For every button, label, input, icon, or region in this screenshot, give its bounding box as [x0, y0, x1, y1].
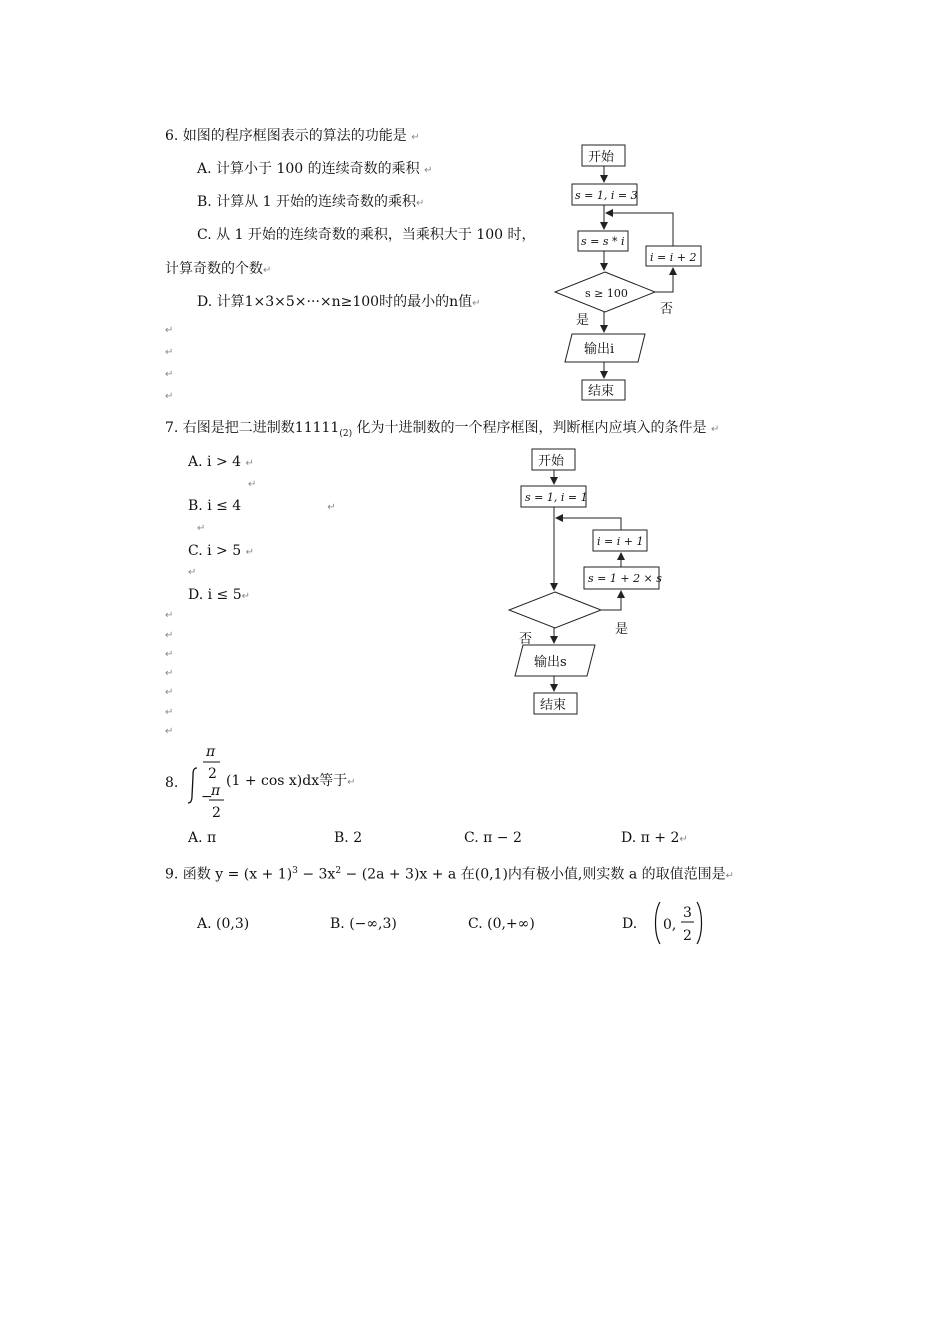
paragraph-mark: ↵ [165, 369, 174, 380]
paragraph-mark: ↵ [165, 649, 174, 660]
q7-option-d: D. i ≤ 5↵ [188, 587, 251, 603]
q8-option-b: B. 2 [334, 830, 363, 846]
q7-step-label: s = 1 + 2 × s [588, 572, 662, 585]
q6-output-label: 输出i [584, 342, 615, 357]
q8-lower-limit-sign: − [201, 789, 213, 805]
q9-stem: 9. 函数 $y = (x + 1)^3 - 3x^2 - (2a + 3)x + a$ 在(0,1)内有极小值,则实数 a 的取值范围是↵ [165, 866, 735, 883]
paragraph-mark: ↵ [197, 523, 206, 534]
q7-init-label: s = 1, i = 1 [525, 491, 588, 504]
q9-option-b: B. (−∞,3) [330, 916, 397, 932]
paragraph-mark: ↵ [165, 325, 174, 336]
q8-number: 8. [165, 775, 179, 791]
paragraph-mark: ↵ [165, 707, 174, 718]
q9-option-d-den: 2 [683, 928, 692, 944]
q9-option-d-num: 3 [683, 905, 692, 921]
q6-end-label: 结束 [588, 384, 615, 399]
q7-start-label: 开始 [538, 454, 565, 469]
q8-upper-limit-den: 2 [208, 766, 217, 782]
q7-yes-label: 是 [615, 622, 629, 637]
q6-stem: 6. 如图的程序框图表示的算法的功能是 ↵ [165, 128, 420, 144]
q7-incr-label: i = i + 1 [597, 535, 644, 548]
q6-step-label: s = s * i [581, 235, 625, 248]
q7-option-a: A. i > 4 ↵ [188, 454, 254, 470]
q6-start-label: 开始 [588, 150, 615, 165]
paragraph-mark: ↵ [248, 479, 257, 490]
paragraph-mark: ↵ [165, 347, 174, 358]
q6-option-c-line1: C. 从 1 开始的连续奇数的乘积，当乘积大于 100 时， [197, 227, 536, 243]
paragraph-mark: ↵ [165, 668, 174, 679]
q8-lower-limit-den: 2 [212, 805, 221, 821]
paragraph-mark: ↵ [188, 567, 197, 578]
q8-upper-limit-num: π [206, 744, 216, 760]
q6-option-b: B. 计算从 1 开始的连续奇数的乘积↵ [197, 194, 425, 210]
q8-option-c: C. π − 2 [464, 830, 522, 846]
q7-stem: 7. 右图是把二进制数$11111_{(2)}$ 化为十进制数的一个程序框图，判断框内应填入的条件是 ↵ [165, 420, 720, 439]
q6-condition-label: s ≥ 100 [585, 287, 628, 300]
q6-no-label: 否 [660, 302, 674, 317]
q8-integrand: (1 + cos x)dx等于↵ [226, 773, 356, 789]
q6-init-label: s = 1, i = 3 [575, 189, 638, 202]
paragraph-mark: ↵ [165, 726, 174, 737]
q6-yes-label: 是 [576, 313, 590, 328]
paragraph-mark: ↵ [165, 630, 174, 641]
q9-option-c: C. (0,+∞) [468, 916, 535, 932]
paragraph-mark: ↵ [165, 610, 174, 621]
q9-option-a: A. (0,3) [197, 916, 250, 932]
q6-incr-label: i = i + 2 [650, 251, 697, 264]
q7-end-label: 结束 [540, 698, 567, 713]
q8-lower-limit-num: π [211, 783, 221, 799]
q9-option-d-left: 0, [663, 917, 677, 933]
left-bracket-icon [656, 902, 661, 944]
q8-option-d: D. π + 2↵ [621, 830, 688, 846]
q7-option-c: C. i > 5 ↵ [188, 543, 254, 559]
q9-option-d-label: D. [622, 916, 638, 932]
paragraph-mark: ↵ [165, 687, 174, 698]
q7-output-label: 输出s [534, 655, 567, 670]
q8-option-a: A. π [188, 830, 217, 846]
q6-option-c-line2: 计算奇数的个数↵ [165, 261, 272, 277]
paragraph-mark: ↵ [165, 391, 174, 402]
q7-no-label: 否 [519, 632, 533, 647]
right-bracket-icon [697, 902, 702, 944]
q7-option-b: B. i ≤ 4 ↵ [188, 498, 336, 514]
q6-option-a: A. 计算小于 100 的连续奇数的乘积 ↵ [197, 161, 433, 177]
q6-option-d: D. 计算1×3×5×···×n≥100时的最小的n值↵ [197, 294, 481, 310]
